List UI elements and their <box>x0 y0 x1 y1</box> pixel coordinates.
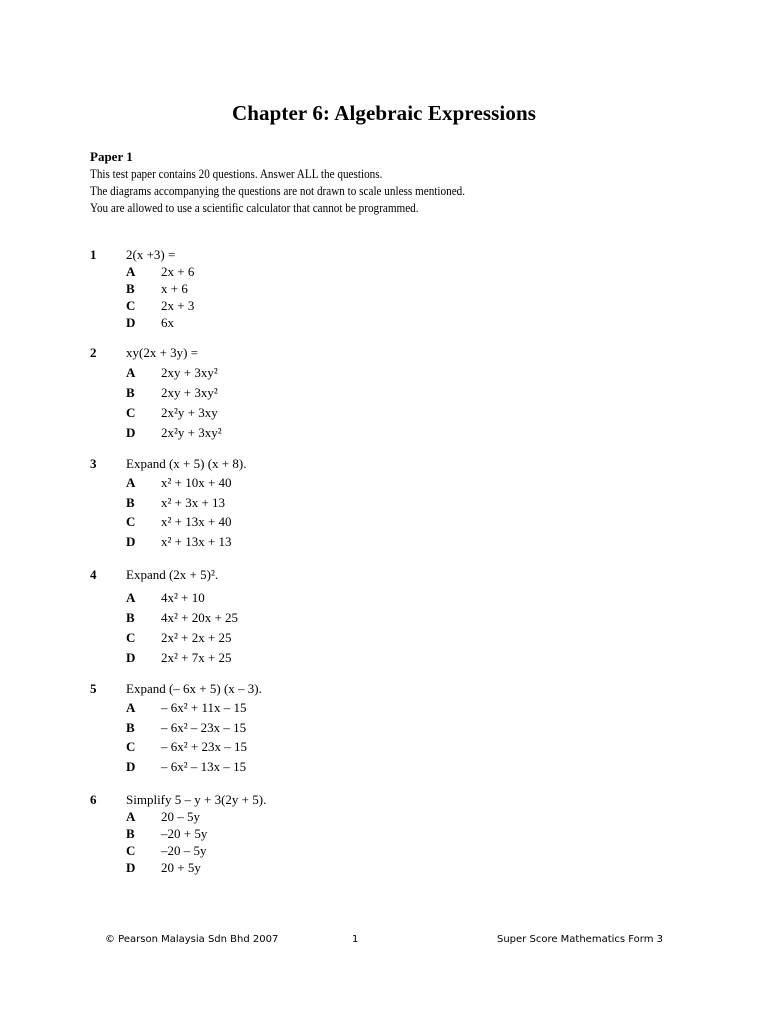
question-text: Expand (x + 5) (x + 8). <box>126 456 247 471</box>
question-number: 5 <box>90 681 97 696</box>
option-a: A 2x + 6 <box>126 264 195 279</box>
option-c: C – 6x² + 23x – 15 <box>126 739 247 754</box>
option-b: B x² + 3x + 13 <box>126 494 226 510</box>
question-5 <box>90 680 690 776</box>
option-b: B – 6x² – 23x – 15 <box>126 719 247 735</box>
question-number: 6 <box>90 792 97 807</box>
option-c: C 2x² + 2x + 25 <box>126 630 232 645</box>
instruction-line: This test paper contains 20 questions. Answer ALL the questions. <box>90 166 383 181</box>
question-3 <box>90 455 690 551</box>
option-d: D 6x <box>126 315 174 330</box>
footer-copyright: © Pearson Malaysia Sdn Bhd 2007 <box>105 934 279 945</box>
instruction-line: The diagrams accompanying the questions are not drawn to scale unless mentioned. <box>90 183 466 198</box>
question-text: Expand (2x + 5)². <box>126 567 219 582</box>
paper-label: Paper 1 <box>90 149 133 164</box>
option-a: A 4x² + 10 <box>126 590 205 605</box>
option-c: C 2x²y + 3xy <box>126 405 218 420</box>
option-d: D x² + 13x + 13 <box>126 533 232 549</box>
instruction-line: You are allowed to use a scientific calculator that cannot be programmed. <box>90 200 419 215</box>
option-a: A 20 – 5y <box>126 809 200 824</box>
option-d: D – 6x² – 13x – 15 <box>126 758 247 774</box>
option-d: D 2x²y + 3xy² <box>126 425 222 440</box>
question-text: xy(2x + 3y) = <box>126 345 199 360</box>
option-c: C 2x + 3 <box>126 298 195 313</box>
option-c: C –20 – 5y <box>126 843 207 858</box>
option-b: B 2xy + 3xy² <box>126 385 218 400</box>
option-a: A – 6x² + 11x – 15 <box>126 700 247 715</box>
question-text: Simplify 5 – y + 3(2y + 5). <box>126 792 267 807</box>
question-1 <box>90 246 690 331</box>
option-d: D 2x² + 7x + 25 <box>126 650 232 665</box>
question-number: 3 <box>90 456 97 471</box>
question-2 <box>90 343 690 443</box>
option-b: B 4x² + 20x + 25 <box>126 610 239 625</box>
question-6 <box>90 791 690 876</box>
option-d: D 20 + 5y <box>126 860 201 875</box>
question-text: Expand (– 6x + 5) (x – 3). <box>126 681 262 696</box>
footer-page-number: 1 <box>352 934 359 945</box>
paper-instructions <box>90 148 526 216</box>
option-b: B x + 6 <box>126 281 188 296</box>
footer-book-title: Super Score Mathematics Form 3 <box>497 934 664 945</box>
question-number: 1 <box>90 247 97 262</box>
question-number: 4 <box>90 567 97 582</box>
option-a: A 2xy + 3xy² <box>126 365 218 380</box>
chapter-title: Chapter 6: Algebraic Expressions <box>231 101 537 125</box>
option-c: C x² + 13x + 40 <box>126 514 232 529</box>
question-text: 2(x +3) = <box>126 247 176 262</box>
question-4 <box>90 566 690 668</box>
option-a: A x² + 10x + 40 <box>126 475 232 490</box>
question-number: 2 <box>90 345 97 360</box>
option-b: B –20 + 5y <box>126 826 208 841</box>
